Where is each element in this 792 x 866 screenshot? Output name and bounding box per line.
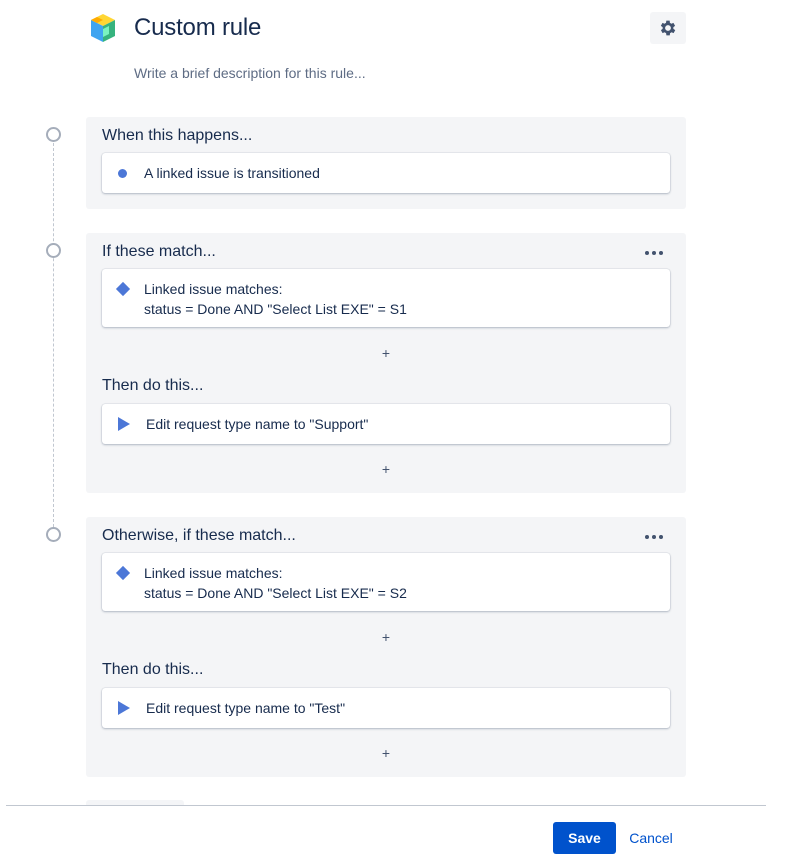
- trigger-block-title: When this happens...: [102, 127, 253, 144]
- more-dot: [652, 251, 656, 255]
- settings-button[interactable]: [650, 12, 686, 44]
- condition-card[interactable]: [102, 553, 670, 611]
- condition-line-1: Linked issue matches:: [144, 281, 283, 297]
- else-if-block: [86, 517, 686, 777]
- timeline-node-else-if: [46, 527, 61, 542]
- more-dot: [652, 535, 656, 539]
- then-title: Then do this...: [102, 377, 204, 394]
- rule-description-input[interactable]: Write a brief description for this rule...: [134, 65, 366, 81]
- more-dot: [659, 251, 663, 255]
- action-label: Edit request type name to "Test": [146, 700, 346, 716]
- trigger-component-label: A linked issue is transitioned: [144, 165, 320, 181]
- condition-diamond-icon: [116, 566, 130, 580]
- action-card[interactable]: [102, 688, 670, 728]
- more-dot: [645, 535, 649, 539]
- if-block-more-button[interactable]: [640, 243, 668, 263]
- trigger-block: [86, 117, 686, 209]
- condition-line-2: status = Done AND "Select List EXE" = S1: [144, 301, 407, 317]
- more-dot: [645, 251, 649, 255]
- cancel-button[interactable]: Cancel: [623, 822, 679, 854]
- action-label: Edit request type name to "Support": [146, 416, 369, 432]
- condition-line-1: Linked issue matches:: [144, 565, 283, 581]
- action-card[interactable]: [102, 404, 670, 444]
- save-button[interactable]: Save: [553, 822, 616, 854]
- gear-icon: [658, 18, 678, 38]
- timeline-node-if: [46, 243, 61, 258]
- action-play-icon: [118, 701, 130, 715]
- footer-divider: [6, 805, 766, 806]
- condition-card[interactable]: [102, 269, 670, 327]
- add-condition-button[interactable]: +: [381, 345, 391, 361]
- timeline-connector: [53, 143, 54, 527]
- else-if-block-more-button[interactable]: [640, 527, 668, 547]
- condition-line-2: status = Done AND "Select List EXE" = S2: [144, 585, 407, 601]
- automation-cube-icon: [88, 12, 118, 44]
- if-block: [86, 233, 686, 493]
- trigger-component-card[interactable]: [102, 153, 670, 193]
- if-block-title: If these match...: [102, 243, 216, 260]
- rule-title[interactable]: Custom rule: [134, 14, 262, 41]
- action-play-icon: [118, 417, 130, 431]
- condition-diamond-icon: [116, 282, 130, 296]
- add-action-button[interactable]: +: [381, 745, 391, 761]
- trigger-dot-icon: [118, 169, 127, 178]
- else-if-block-title: Otherwise, if these match...: [102, 527, 296, 544]
- add-condition-button[interactable]: +: [381, 629, 391, 645]
- timeline-node-trigger: [46, 127, 61, 142]
- then-title: Then do this...: [102, 661, 204, 678]
- more-dot: [659, 535, 663, 539]
- add-action-button[interactable]: +: [381, 461, 391, 477]
